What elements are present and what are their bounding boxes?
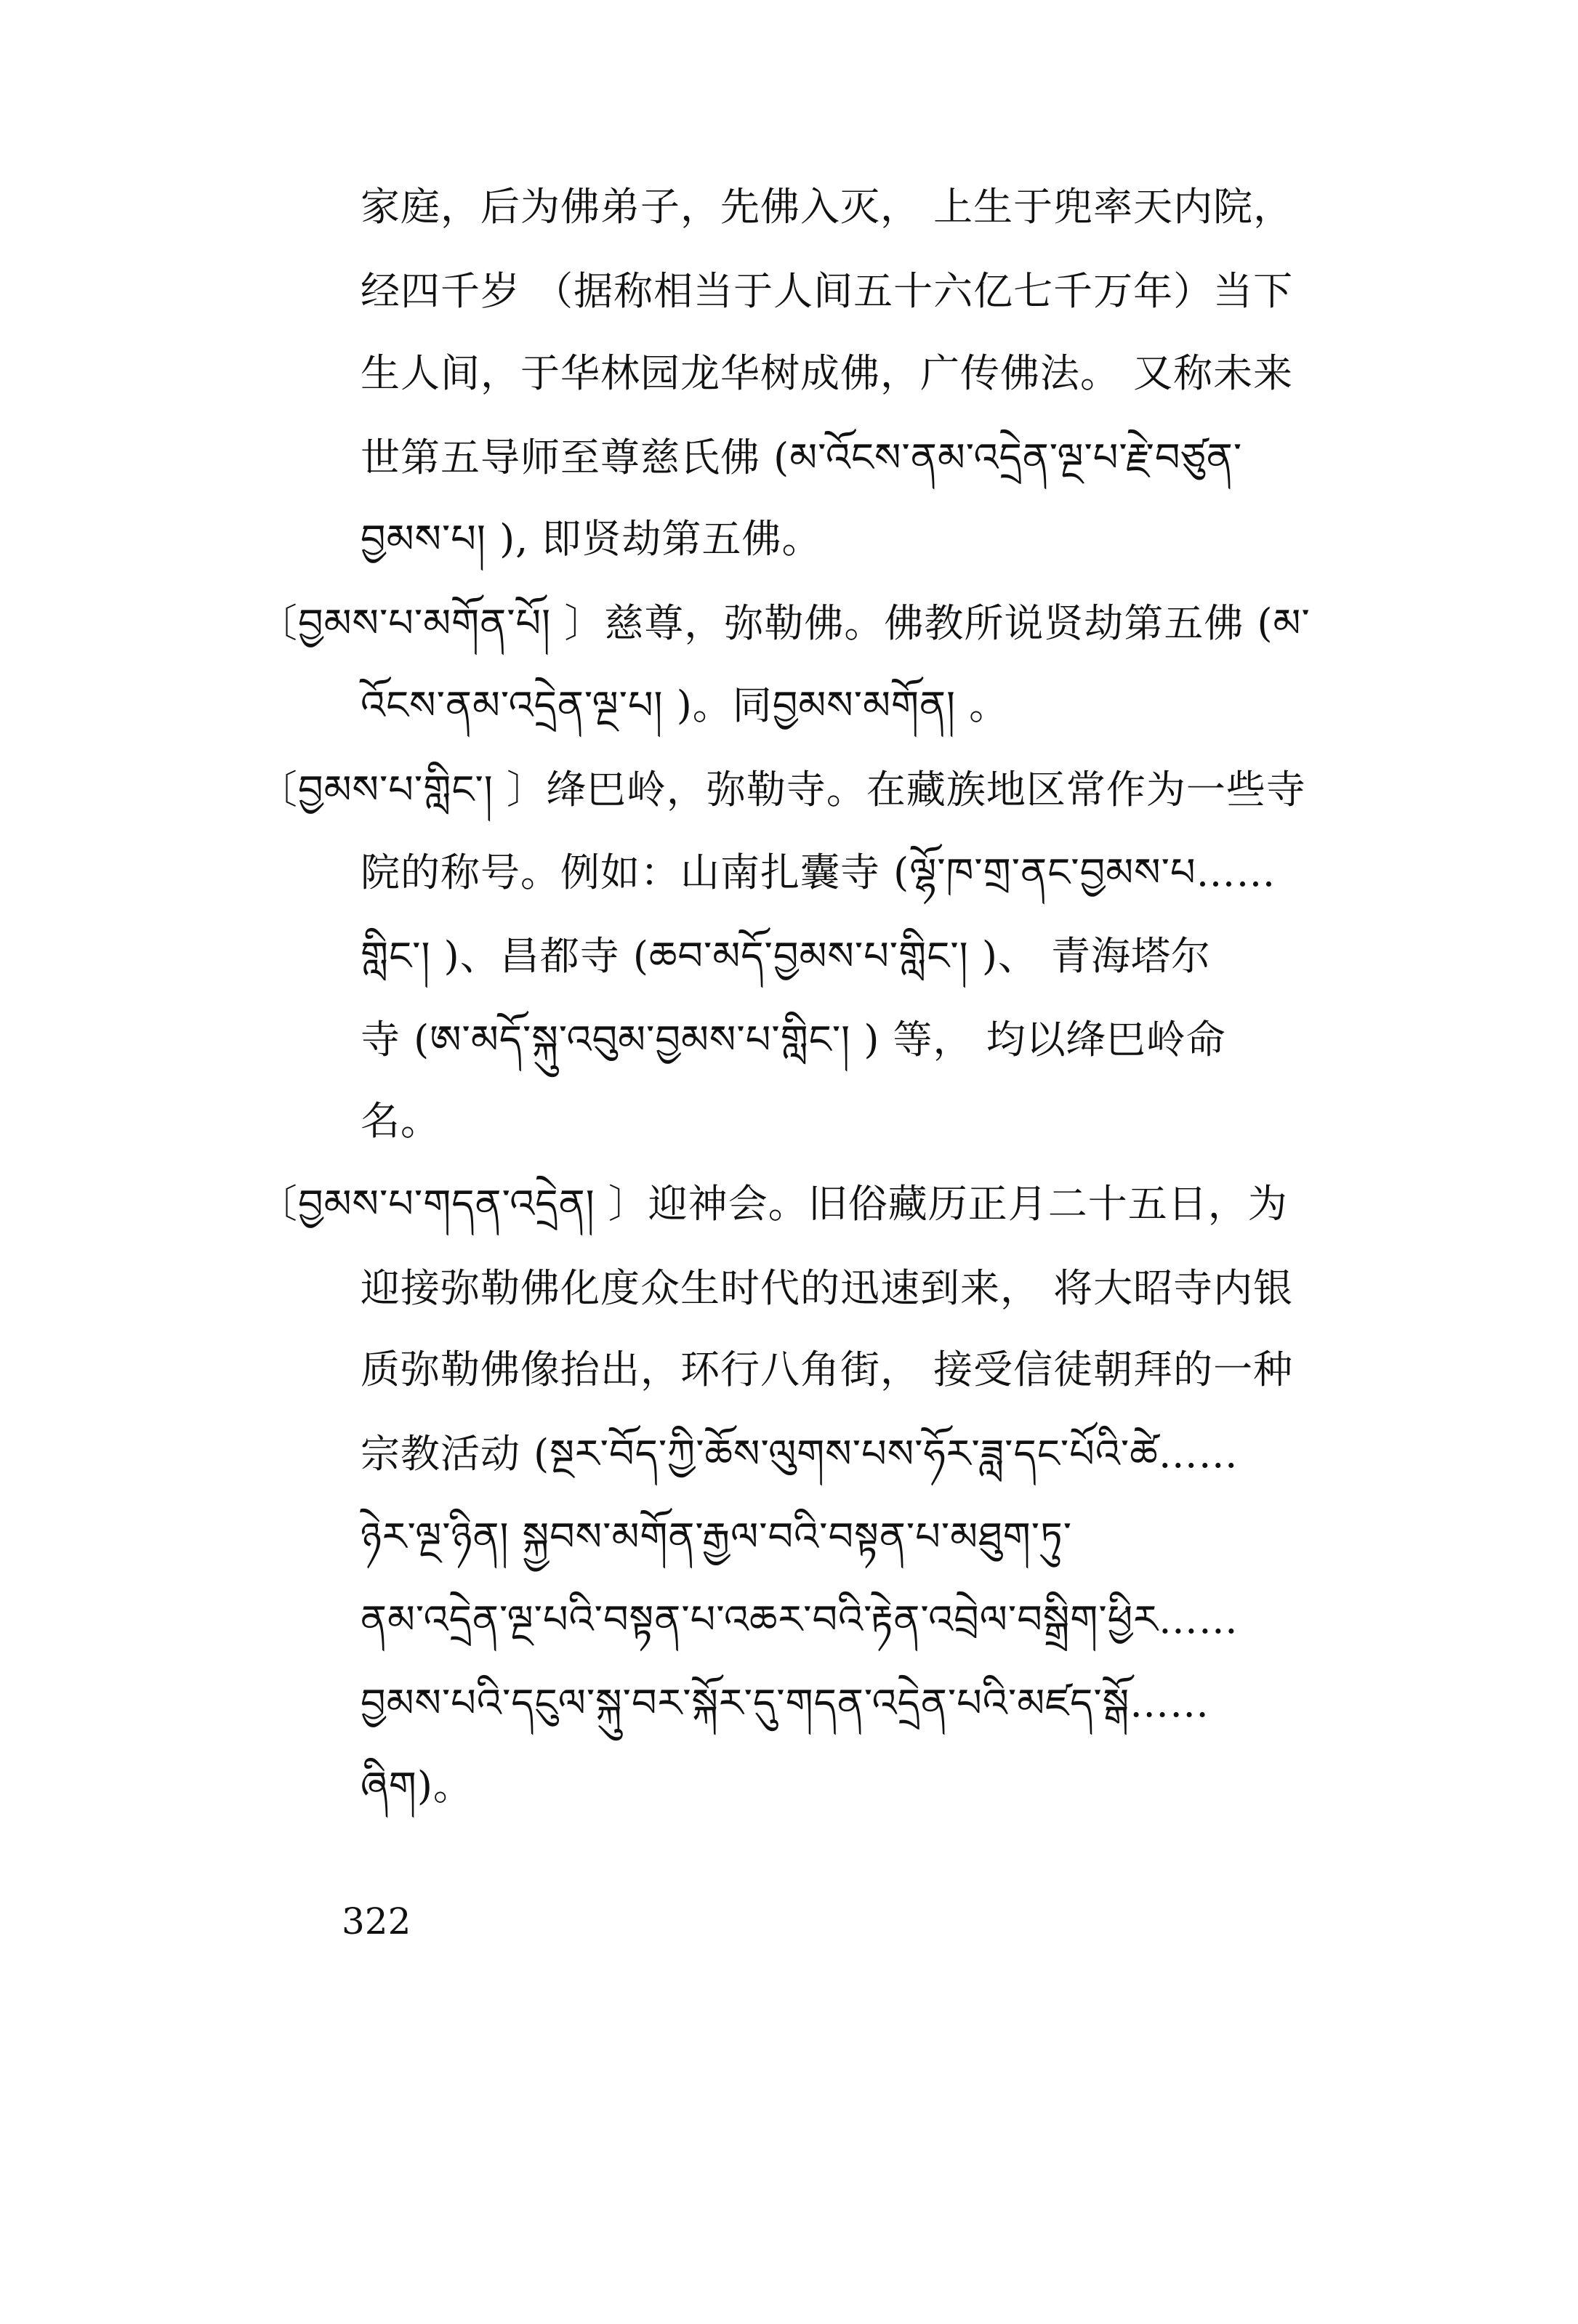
text-line: ནམ་འདྲེན་ལྔ་པའི་བསྟན་པ་འཆར་བའི་རྟེན་འབྲེལ་བསྒྲིག་ཕྱིར…… <box>361 1597 1239 1642</box>
text-line: བྱམས་པ། ), 即贤劫第五佛。 <box>361 516 822 562</box>
text-line: 宗教活动 (སྔར་བོད་ཀྱི་ཆོས་ལུགས་པས་ཧོར་ཟླ་དང་པོའི་ཚེ…… <box>361 1431 1239 1477</box>
text-line: 世第五导师至尊慈氏佛 (མ་འོངས་ནམ་འདྲེན་ལྔ་པ་རྗེ་བཙུན་ <box>361 435 1243 480</box>
text-line: 生人间，于华林园龙华树成佛，广传佛法。 又称未来 <box>361 350 1294 396</box>
entry-headword-line: 〔བྱམས་པ་མགོན་པོ། 〕慈尊，弥勒佛。佛教所说贤劫第五佛 (མ་ <box>258 600 1311 646</box>
text-line: ཉེར་ལྔ་ཉིན། སྐྱབས་མགོན་རྒྱལ་བའི་བསྟན་པ་མཐུག་ཏུ་ <box>361 1514 1073 1560</box>
text-line: 家庭，后为佛弟子，先佛入灭， 上生于兜率天内院， <box>361 184 1294 230</box>
text-line: བྱམས་པའི་དངུལ་སྐུ་བར་སྐོར་དུ་གདན་འདྲེན་པའི་མཛད་སྒོ…… <box>361 1680 1210 1726</box>
page-number: 322 <box>342 1900 411 1942</box>
text-line: 寺 (ཨ་མདོ་སྐུ་འབུམ་བྱམས་པ་གླིང་། ) 等， 均以绛巴岭命 <box>361 1017 1226 1062</box>
text-line: 院的称号。例如：山南扎囊寺 (ལྷོ་ཁ་གྲ་ནང་བྱམས་པ…… <box>361 850 1276 895</box>
entry-headword-line: 〔བྱམས་པ་གདན་འདྲེན། 〕迎神会。旧俗藏历正月二十五日，为 <box>258 1181 1288 1227</box>
text-line: གླིང་། )、昌都寺 (ཆབ་མདོ་བྱམས་པ་གླིང་། )、 青海塔尔 <box>361 933 1212 979</box>
text-line: 迎接弥勒佛化度众生时代的迅速到来， 将大昭寺内银 <box>361 1265 1294 1311</box>
text-line: 质弥勒佛像抬出，环行八角街， 接受信徒朝拜的一种 <box>361 1347 1294 1392</box>
text-line: ཞིག)。 <box>361 1763 473 1809</box>
text-line: 名。 <box>361 1098 440 1144</box>
text-line: འོངས་ནམ་འདྲེན་ལྔ་པ། )。同བྱམས་མགོན། 。 <box>361 682 1010 728</box>
entry-headword-line: 〔བྱམས་པ་གླིང་། 〕绛巴岭，弥勒寺。在藏族地区常作为一些寺 <box>258 767 1306 812</box>
text-line: 经四千岁 （据称相当于人间五十六亿七千万年）当下 <box>361 268 1294 314</box>
